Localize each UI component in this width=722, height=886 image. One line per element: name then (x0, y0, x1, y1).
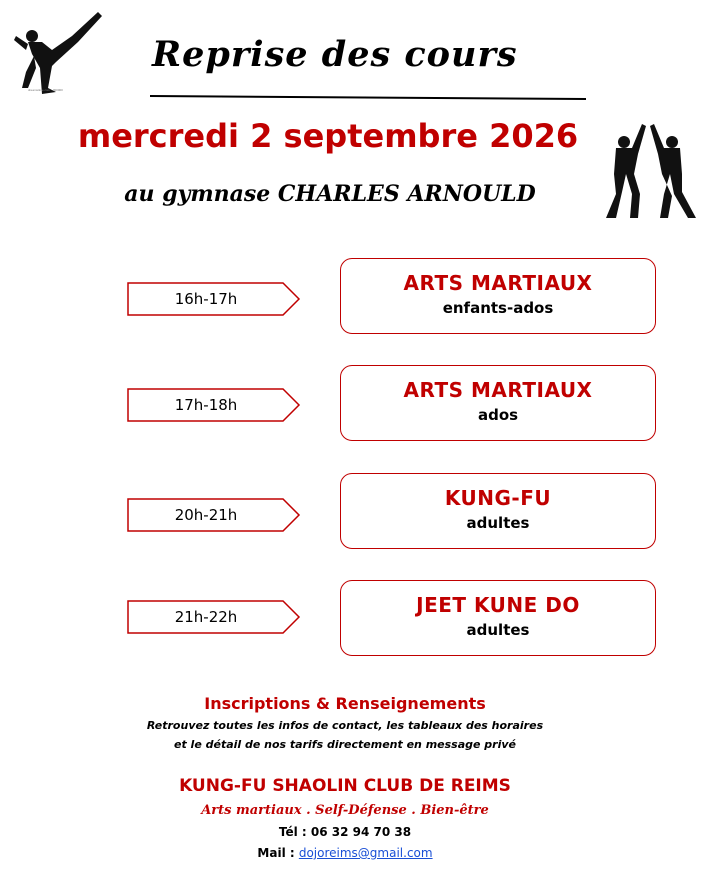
course-name: JEET KUNE DO (416, 593, 580, 617)
page-title: Reprise des cours (152, 34, 518, 75)
course-audience: adultes (466, 514, 530, 532)
image-caption: dreamstime.com · 000000 (28, 88, 63, 92)
email-link[interactable]: dojoreims@gmail.com (298, 846, 433, 860)
time-label: 20h-21h (174, 506, 238, 524)
course-name: KUNG-FU (444, 486, 552, 510)
time-label: 16h-17h (174, 290, 238, 308)
time-label: 17h-18h (174, 396, 238, 414)
club-name: KUNG-FU SHAOLIN CLUB DE REIMS (179, 776, 511, 796)
course-audience: enfants-ados (442, 299, 554, 317)
course-card-4 (340, 580, 656, 656)
course-audience: adultes (466, 621, 530, 639)
two-fighters-silhouette-icon (598, 114, 698, 222)
event-date: mercredi 2 septembre 2026 (77, 117, 579, 155)
course-audience: ados (477, 406, 519, 424)
time-slot-4 (127, 600, 301, 634)
course-name: ARTS MARTIAUX (403, 378, 593, 402)
course-card-1 (340, 258, 656, 334)
phone-number: Tél : 06 32 94 70 38 (278, 825, 412, 839)
time-slot-3 (127, 498, 301, 532)
email-line (200, 846, 490, 860)
time-slot-1 (127, 282, 301, 316)
time-slot-2 (127, 388, 301, 422)
email-label: Mail : (257, 846, 299, 860)
registration-text-line: et le détail de nos tarifs directement en message privé (174, 738, 516, 751)
course-card-3 (340, 473, 656, 549)
kicking-fighter-silhouette-icon (12, 6, 104, 96)
club-tagline: Arts martiaux . Self-Défense . Bien-être (201, 803, 489, 818)
venue-label: au gymnase CHARLES ARNOULD (124, 181, 536, 207)
time-label: 21h-22h (174, 608, 238, 626)
course-name: ARTS MARTIAUX (403, 271, 593, 295)
course-card-2 (340, 365, 656, 441)
title-underline (150, 88, 586, 104)
registration-text-line: Retrouvez toutes les infos de contact, les tableaux des horaires (146, 719, 544, 732)
registration-title: Inscriptions & Renseignements (204, 694, 486, 713)
